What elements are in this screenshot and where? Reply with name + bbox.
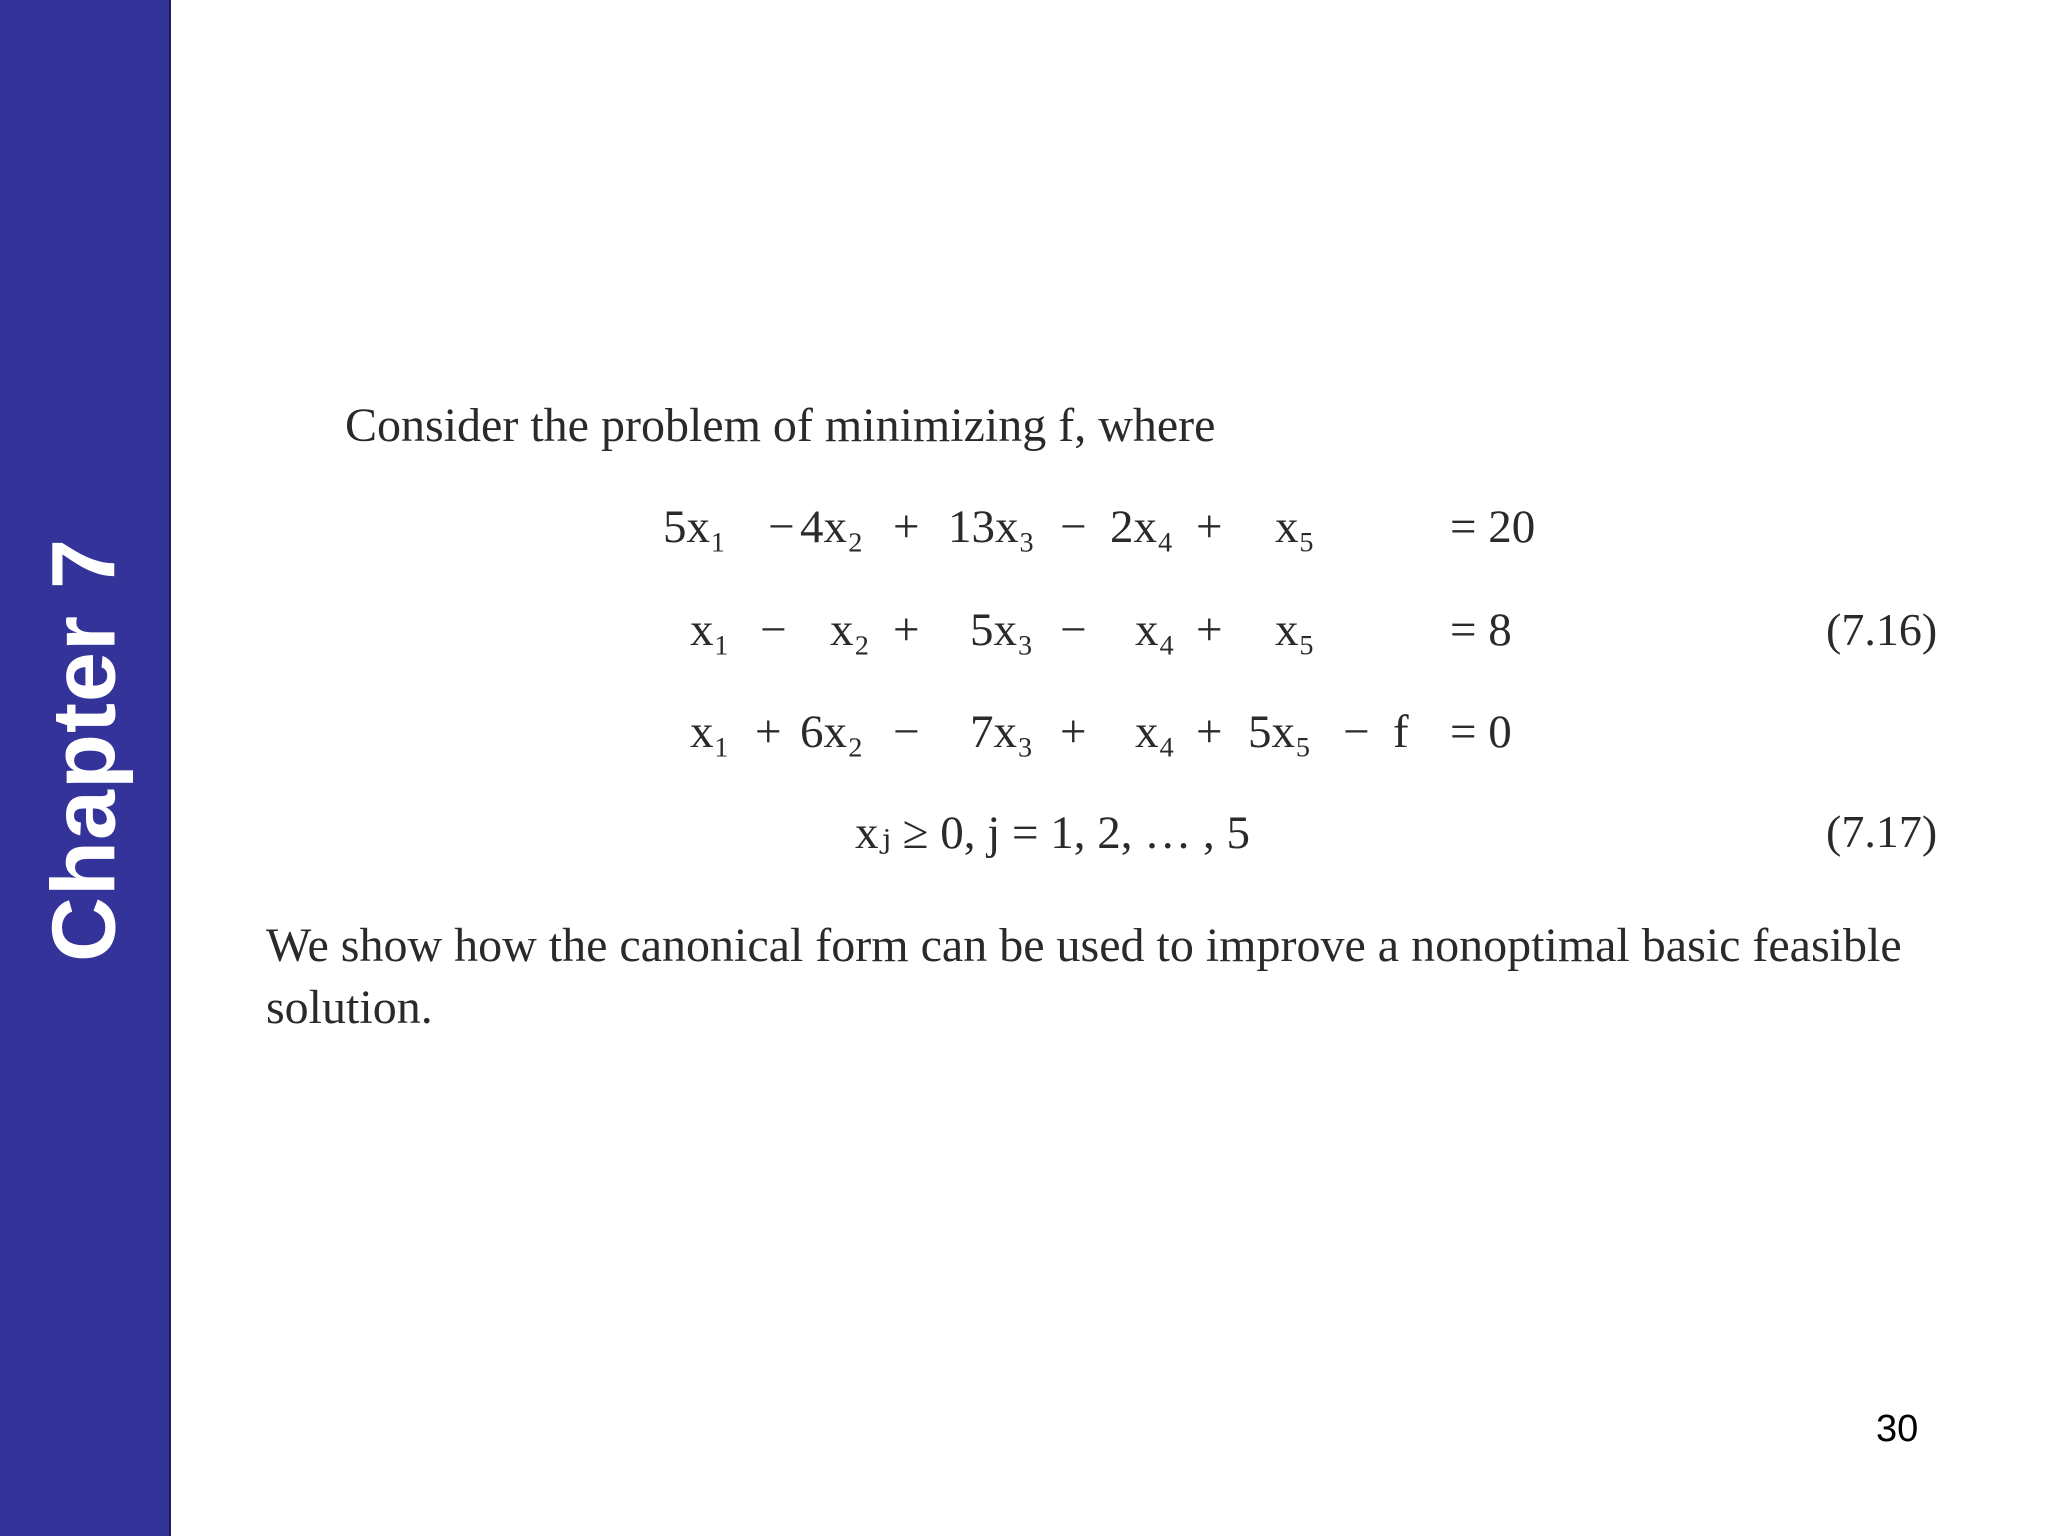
- constraint-row: [855, 805, 1250, 865]
- eq1-term-7: 2x₄: [1110, 501, 1174, 553]
- equation-row-2: [0, 603, 2048, 663]
- eq1-term-1: 5x₁: [663, 501, 727, 553]
- chapter-sidebar: [0, 0, 171, 1536]
- eq3-rhs: = 0: [1450, 706, 1512, 758]
- eq2-term-2: −: [760, 604, 787, 656]
- equation-row-1: [0, 500, 2048, 560]
- eq1-term-6: −: [1060, 501, 1087, 553]
- eq3-term-2: +: [755, 706, 782, 758]
- intro-text: Consider the problem of minimizing f, where: [345, 399, 1216, 452]
- eq2-term-7: x₄: [1135, 604, 1175, 656]
- eq1-term-5: 13x₃: [948, 501, 1035, 553]
- chapter-label-container: [0, 0, 171, 1536]
- eq3-term-9: 5x₅: [1248, 706, 1312, 758]
- eq2-term-1: x₁: [690, 604, 730, 656]
- body-paragraph: We show how the canonical form can be used to improve a nonoptimal basic feasible solution.: [266, 919, 1902, 1034]
- eq1-term-3: 4x₂: [800, 501, 864, 553]
- eq2-term-5: 5x₃: [970, 604, 1034, 656]
- equation-number-7-16: (7.16): [1826, 604, 1938, 655]
- eq1-rhs: = 20: [1450, 501, 1536, 553]
- eq3-term-4: −: [893, 706, 920, 758]
- eq2-term-6: −: [1060, 604, 1087, 656]
- eq3-term-10: −: [1343, 706, 1370, 758]
- eq3-term-7: x₄: [1135, 706, 1175, 758]
- eq2-term-9: x₅: [1275, 604, 1315, 656]
- constraint-text: xⱼ ≥ 0, j = 1, 2, … , 5: [855, 807, 1251, 859]
- eq3-term-5: 7x₃: [970, 706, 1034, 758]
- eq2-term-3: x₂: [830, 604, 870, 656]
- page-number: 30: [1876, 1408, 1919, 1450]
- eq3-term-8: +: [1196, 706, 1223, 758]
- eq2-rhs: = 8: [1450, 604, 1512, 656]
- eq1-term-4: +: [893, 501, 920, 553]
- eq1-term-2: −: [768, 501, 795, 553]
- chapter-label: Chapter 7: [34, 537, 135, 963]
- equation-number-7-17: (7.17): [1826, 806, 1938, 857]
- eq3-term-3: 6x₂: [800, 706, 864, 758]
- eq1-term-9: x₅: [1275, 501, 1315, 553]
- eq1-term-8: +: [1196, 501, 1223, 553]
- eq3-term-1: x₁: [690, 706, 730, 758]
- eq3-term-11: f: [1393, 706, 1409, 758]
- eq2-term-8: +: [1196, 604, 1223, 656]
- eq3-term-6: +: [1060, 706, 1087, 758]
- equation-row-3: [0, 705, 2048, 765]
- eq2-term-4: +: [893, 604, 920, 656]
